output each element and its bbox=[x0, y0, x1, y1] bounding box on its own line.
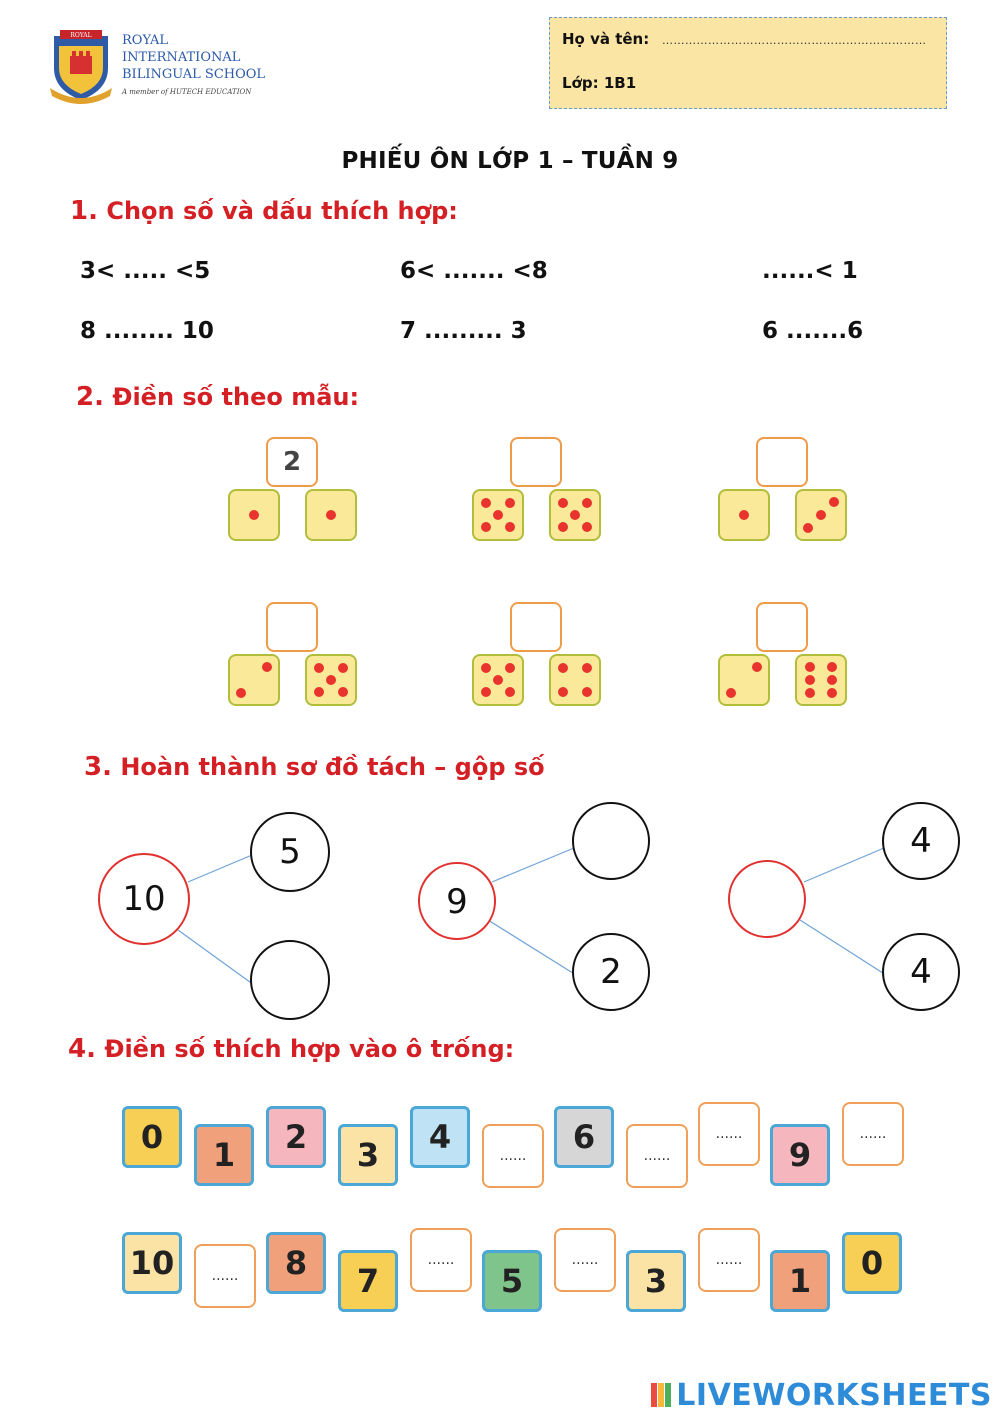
die-pip bbox=[505, 687, 515, 697]
die-pip bbox=[481, 498, 491, 508]
section-4-heading: 4. Điền số thích hợp vào ô trống: bbox=[68, 1034, 515, 1064]
die-pip bbox=[505, 522, 515, 532]
die-pip bbox=[338, 687, 348, 697]
die-pip bbox=[752, 662, 762, 672]
sequence-number-tile: 0 bbox=[842, 1232, 902, 1294]
die-face-1 bbox=[718, 489, 770, 541]
die-pip bbox=[829, 497, 839, 507]
die-pip bbox=[314, 663, 324, 673]
die-face-1 bbox=[228, 489, 280, 541]
die-pip bbox=[236, 688, 246, 698]
diagram-1-part-bottom[interactable] bbox=[250, 940, 330, 1020]
expr-1[interactable]: 3< ..... <5 bbox=[80, 258, 211, 284]
sequence-number-tile: 0 bbox=[122, 1106, 182, 1168]
dice-answer-box[interactable] bbox=[510, 437, 562, 487]
class-label: Lớp: 1B1 bbox=[562, 74, 637, 92]
die-pip bbox=[558, 663, 568, 673]
die-pip bbox=[338, 663, 348, 673]
die-face-3 bbox=[795, 489, 847, 541]
sequence-number-tile: 6 bbox=[554, 1106, 614, 1168]
sequence-blank[interactable]: ...... bbox=[194, 1244, 256, 1308]
sequence-blank[interactable]: ...... bbox=[554, 1228, 616, 1292]
liveworksheets-brand: LIVEWORKSHEETS bbox=[650, 1378, 992, 1413]
die-pip bbox=[582, 687, 592, 697]
sequence-blank[interactable]: ...... bbox=[842, 1102, 904, 1166]
diagram-1-whole[interactable]: 10 bbox=[98, 853, 190, 945]
diagram-3-bottom-line bbox=[800, 920, 886, 975]
expr-2[interactable]: 6< ....... <8 bbox=[400, 258, 548, 284]
diagram-2-bottom-line bbox=[488, 920, 576, 975]
die-pip bbox=[827, 688, 837, 698]
die-pip bbox=[570, 510, 580, 520]
diagram-3-part-top[interactable]: 4 bbox=[882, 802, 960, 880]
die-pip bbox=[582, 498, 592, 508]
die-face-2 bbox=[718, 654, 770, 706]
die-pip bbox=[505, 498, 515, 508]
die-pip bbox=[481, 687, 491, 697]
die-pip bbox=[827, 675, 837, 685]
sequence-number-tile: 4 bbox=[410, 1106, 470, 1168]
school-subtitle: A member of HUTECH EDUCATION bbox=[122, 88, 252, 96]
sequence-blank[interactable]: ...... bbox=[698, 1228, 760, 1292]
diagram-1-bottom-line bbox=[178, 930, 254, 985]
sequence-number-tile: 1 bbox=[770, 1250, 830, 1312]
die-pip bbox=[249, 510, 259, 520]
diagram-1-top-line bbox=[188, 855, 252, 882]
name-field[interactable]: …………………………………………………………… bbox=[662, 34, 927, 47]
die-pip bbox=[739, 510, 749, 520]
liveworksheets-logo-icon bbox=[650, 1382, 672, 1408]
dice-answer-box[interactable] bbox=[510, 602, 562, 652]
die-pip bbox=[805, 662, 815, 672]
expr-5[interactable]: 7 ......... 3 bbox=[400, 318, 527, 344]
section-1-heading: 1. Chọn số và dấu thích hợp: bbox=[70, 196, 458, 226]
expr-3[interactable]: ......< 1 bbox=[762, 258, 858, 284]
die-pip bbox=[314, 687, 324, 697]
die-pip bbox=[805, 688, 815, 698]
die-pip bbox=[558, 687, 568, 697]
sequence-number-tile: 3 bbox=[338, 1124, 398, 1186]
diagram-1-part-top[interactable]: 5 bbox=[250, 812, 330, 892]
school-logo bbox=[50, 28, 270, 108]
die-pip bbox=[481, 663, 491, 673]
diagram-2-part-bottom[interactable]: 2 bbox=[572, 933, 650, 1011]
die-pip bbox=[326, 510, 336, 520]
die-face-5 bbox=[472, 489, 524, 541]
die-pip bbox=[505, 663, 515, 673]
die-face-5 bbox=[305, 654, 357, 706]
die-pip bbox=[326, 675, 336, 685]
sequence-number-tile: 10 bbox=[122, 1232, 182, 1294]
die-pip bbox=[816, 510, 826, 520]
sequence-blank[interactable]: ...... bbox=[410, 1228, 472, 1292]
die-pip bbox=[493, 510, 503, 520]
die-pip bbox=[803, 523, 813, 533]
sequence-number-tile: 1 bbox=[194, 1124, 254, 1186]
student-info-box bbox=[549, 17, 947, 109]
name-label: Họ và tên: bbox=[562, 30, 650, 48]
dice-answer-box[interactable] bbox=[756, 602, 808, 652]
die-face-1 bbox=[305, 489, 357, 541]
sequence-blank[interactable]: ...... bbox=[626, 1124, 688, 1188]
die-pip bbox=[481, 522, 491, 532]
sequence-number-tile: 5 bbox=[482, 1250, 542, 1312]
die-pip bbox=[582, 522, 592, 532]
sequence-number-tile: 3 bbox=[626, 1250, 686, 1312]
dice-answer-box[interactable] bbox=[756, 437, 808, 487]
sequence-number-tile: 7 bbox=[338, 1250, 398, 1312]
die-pip bbox=[805, 675, 815, 685]
diagram-3-top-line bbox=[804, 848, 884, 882]
section-2-heading: 2. Điền số theo mẫu: bbox=[76, 382, 360, 412]
diagram-2-whole[interactable]: 9 bbox=[418, 862, 496, 940]
die-pip bbox=[493, 675, 503, 685]
sequence-blank[interactable]: ...... bbox=[482, 1124, 544, 1188]
sequence-number-tile: 2 bbox=[266, 1106, 326, 1168]
page-title: PHIẾU ÔN LỚP 1 – TUẦN 9 bbox=[341, 148, 679, 174]
sequence-number-tile: 8 bbox=[266, 1232, 326, 1294]
dice-answer-box[interactable]: 2 bbox=[266, 437, 318, 487]
diagram-2-part-top[interactable] bbox=[572, 802, 650, 880]
sequence-blank[interactable]: ...... bbox=[698, 1102, 760, 1166]
expr-4[interactable]: 8 ........ 10 bbox=[80, 318, 214, 344]
die-face-2 bbox=[228, 654, 280, 706]
expr-6[interactable]: 6 .......6 bbox=[762, 318, 864, 344]
die-pip bbox=[827, 662, 837, 672]
diagram-3-whole[interactable] bbox=[728, 860, 806, 938]
die-pip bbox=[726, 688, 736, 698]
die-pip bbox=[262, 662, 272, 672]
crest-text: ROYAL bbox=[70, 32, 92, 39]
die-pip bbox=[558, 498, 568, 508]
section-3-heading: 3. Hoàn thành sơ đồ tách – gộp số bbox=[84, 752, 545, 782]
diagram-2-top-line bbox=[492, 848, 574, 882]
die-face-6 bbox=[795, 654, 847, 706]
school-name: ROYAL INTERNATIONAL BILINGUAL SCHOOL bbox=[122, 33, 266, 82]
die-face-5 bbox=[549, 489, 601, 541]
die-face-4 bbox=[549, 654, 601, 706]
diagram-3-part-bottom[interactable]: 4 bbox=[882, 933, 960, 1011]
die-pip bbox=[582, 663, 592, 673]
school-crest-icon bbox=[50, 28, 112, 104]
die-face-5 bbox=[472, 654, 524, 706]
die-pip bbox=[558, 522, 568, 532]
sequence-number-tile: 9 bbox=[770, 1124, 830, 1186]
dice-answer-box[interactable] bbox=[266, 602, 318, 652]
